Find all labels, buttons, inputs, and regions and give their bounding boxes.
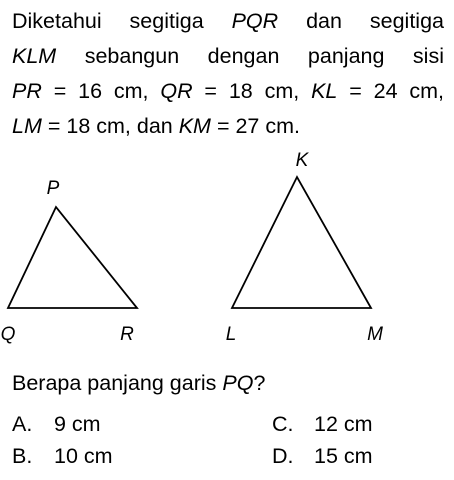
side-kl: KL xyxy=(311,79,338,103)
text: sebangun dengan panjang sisi xyxy=(56,44,444,68)
problem-statement xyxy=(12,4,444,144)
option-c[interactable] xyxy=(272,409,373,439)
problem-line-2 xyxy=(12,39,444,74)
vertex-label-l: L xyxy=(225,324,237,345)
side-km: KM xyxy=(178,114,211,138)
triangle-pqr xyxy=(8,207,137,308)
text: dan segitiga xyxy=(278,9,444,33)
option-a[interactable] xyxy=(12,409,101,439)
vertex-label-r: R xyxy=(120,324,134,345)
problem-line-3 xyxy=(12,74,444,109)
triangle-name-pqr: PQR xyxy=(231,9,279,33)
text: = 16 cm, xyxy=(41,79,161,103)
question xyxy=(12,368,265,398)
side-lm: LM xyxy=(12,114,42,138)
option-key: B. xyxy=(12,444,33,468)
option-key: D. xyxy=(272,444,294,468)
text: = 18 cm, xyxy=(192,79,312,103)
option-b[interactable] xyxy=(12,441,113,471)
text: = 18 cm, dan xyxy=(41,114,179,138)
vertex-label-q: Q xyxy=(0,324,16,345)
text: = 24 cm, xyxy=(337,79,444,103)
option-value: 10 cm xyxy=(54,444,113,468)
option-value: 15 cm xyxy=(314,444,373,468)
segment-pq: PQ xyxy=(222,371,254,395)
problem-line-1 xyxy=(12,4,444,39)
text: = 27 cm. xyxy=(210,114,300,138)
triangle-klm xyxy=(232,177,371,308)
question-mark: ? xyxy=(253,371,266,395)
option-key: C. xyxy=(272,412,294,436)
problem-line-4 xyxy=(12,109,444,144)
vertex-label-m: M xyxy=(367,324,383,345)
option-value: 12 cm xyxy=(314,412,373,436)
side-qr: QR xyxy=(160,79,193,103)
triangle-name-klm: KLM xyxy=(12,44,57,68)
vertex-label-k: K xyxy=(295,150,309,171)
text: Diketahui segitiga xyxy=(12,9,232,33)
triangles-figure xyxy=(0,150,454,350)
option-value: 9 cm xyxy=(54,412,101,436)
vertex-label-p: P xyxy=(46,178,60,199)
side-pr: PR xyxy=(12,79,42,103)
question-text: Berapa panjang garis xyxy=(12,371,223,395)
option-d[interactable] xyxy=(272,441,373,471)
option-key: A. xyxy=(12,412,33,436)
